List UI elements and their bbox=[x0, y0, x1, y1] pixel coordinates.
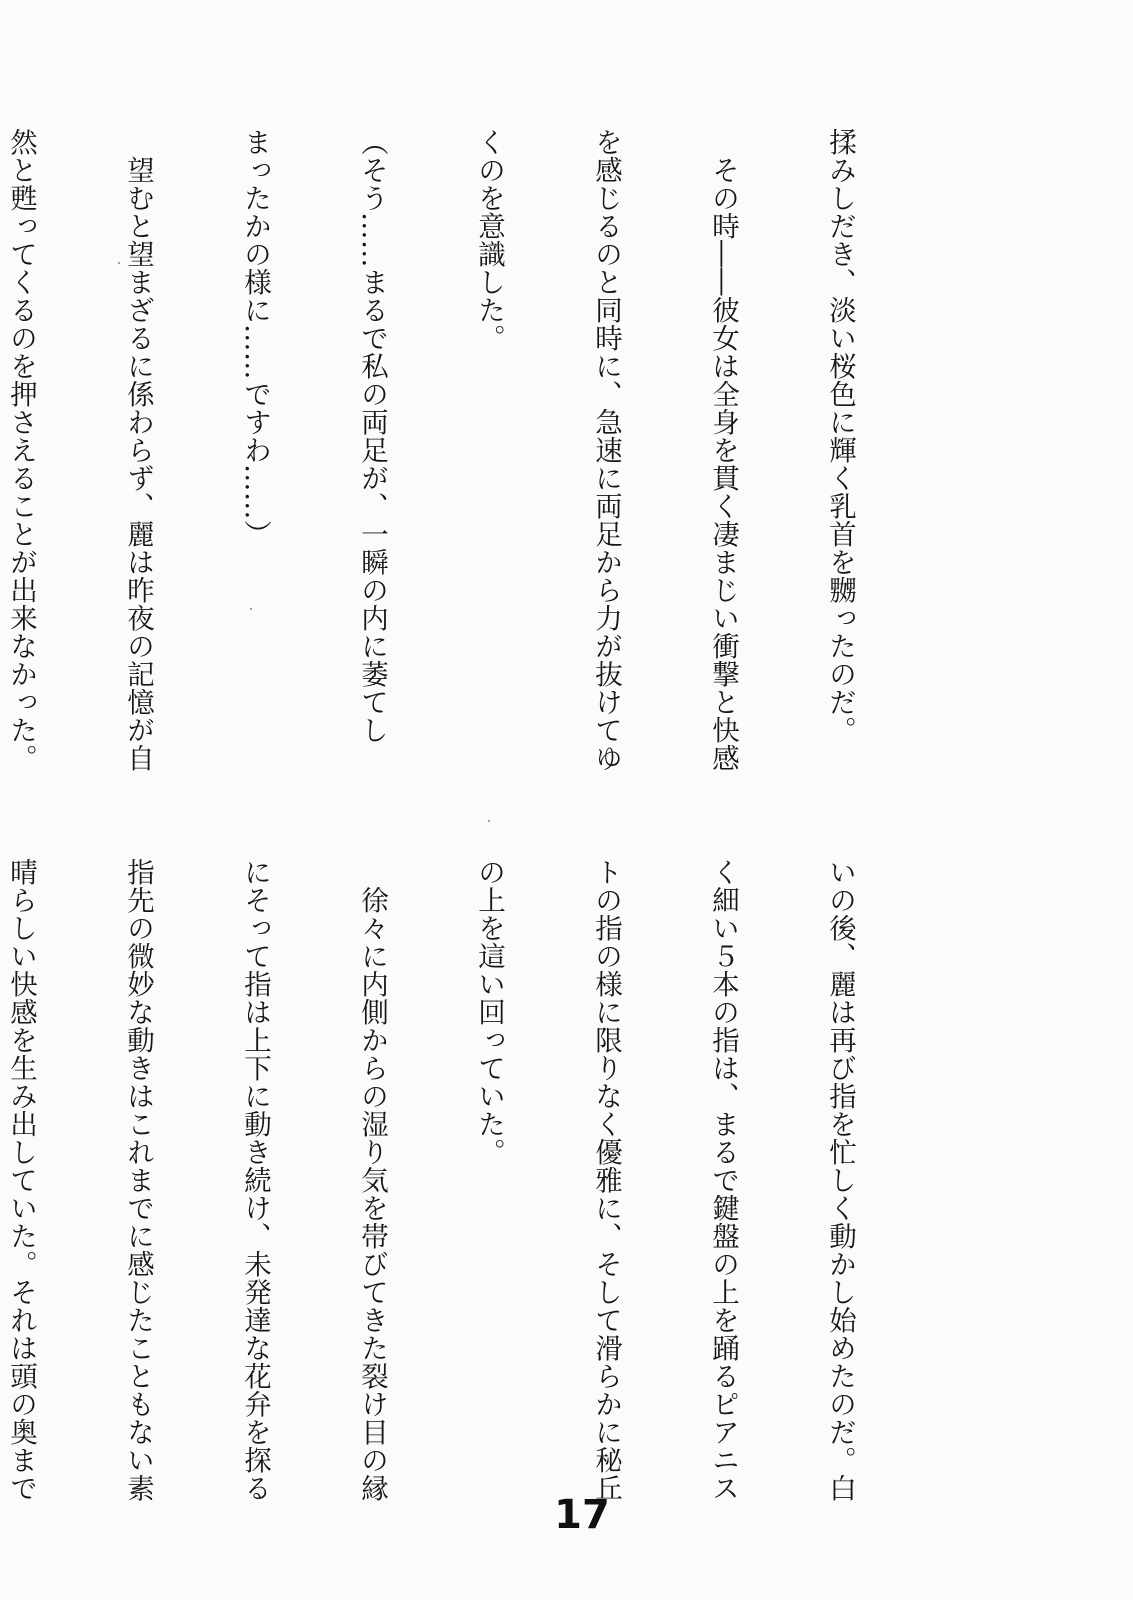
lower-text-block bbox=[0, 858, 937, 1502]
scan-speck bbox=[488, 820, 490, 822]
text-line: いの後、麗は再び指を忙しく動かし始めたのだ。白 bbox=[824, 858, 856, 1502]
text-line: 然と甦ってくるのを押さえることが出来なかった。 bbox=[5, 128, 37, 772]
text-line: その時――彼女は全身を貫く凄まじい衝撃と快感 bbox=[707, 128, 739, 772]
text-line: まったかの様に……ですわ……） bbox=[239, 128, 271, 548]
text-line: 揉みしだき、淡い桜色に輝く乳首を嬲ったのだ。 bbox=[824, 128, 856, 744]
upper-text-block bbox=[0, 128, 937, 772]
text-line: くのを意識した。 bbox=[473, 128, 505, 352]
scan-speck bbox=[250, 608, 252, 610]
text-line: トの指の様に限りなく優雅に、そして滑らかに秘丘 bbox=[590, 858, 622, 1502]
text-line: にそって指は上下に動き続け、未発達な花弁を探る bbox=[239, 858, 271, 1502]
text-line: の上を這い回っていた。 bbox=[473, 858, 505, 1166]
scan-speck bbox=[118, 262, 120, 264]
page-number: 17 bbox=[554, 1492, 610, 1538]
text-line: 望むと望まざるに係わらず、麗は昨夜の記憶が自 bbox=[122, 128, 154, 772]
text-line: （そう……まるで私の両足が、一瞬の内に萎てし bbox=[356, 128, 388, 744]
text-line: 徐々に内側からの湿り気を帯びてきた裂け目の縁 bbox=[356, 858, 388, 1502]
text-line: く細い５本の指は、まるで鍵盤の上を踊るピアニス bbox=[707, 858, 739, 1502]
text-line: 晴らしい快感を生み出していた。それは頭の奥まで bbox=[5, 858, 37, 1502]
text-line: を感じるのと同時に、急速に両足から力が抜けてゆ bbox=[590, 128, 622, 772]
text-line: 指先の微妙な動きはこれまでに感じたこともない素 bbox=[122, 858, 154, 1502]
